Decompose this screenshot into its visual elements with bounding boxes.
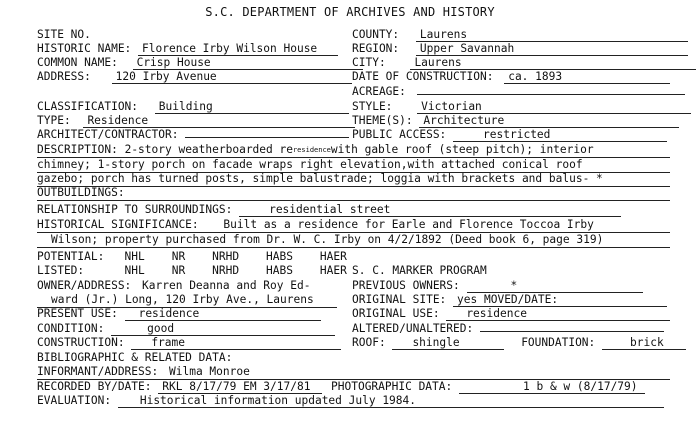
altered-row <box>352 322 664 336</box>
county-label: COUNTY: <box>352 28 400 41</box>
type-label: TYPE: <box>37 114 71 127</box>
style-label: STYLE: <box>352 100 393 113</box>
foundation-value: brick <box>602 337 686 350</box>
photo-value: 1 b & w (8/17/79) <box>459 381 645 394</box>
theme-value: Architecture <box>419 115 679 128</box>
description-insert: residence <box>292 146 331 154</box>
historic-name-label: HISTORIC NAME: <box>37 42 132 55</box>
historic-name-row <box>37 42 338 56</box>
present-use-value: residence <box>125 308 321 321</box>
classification-label: CLASSIFICATION: <box>37 100 139 113</box>
architect-label: ARCHITECT/CONTRACTOR: <box>37 128 179 141</box>
owner-text-1: Karren Deanna and Roy Ed- <box>142 279 311 292</box>
potential-row: POTENTIAL: NHL NR NRHD HABS HAER <box>37 250 347 263</box>
original-use-value: residence <box>446 308 670 321</box>
previous-owners-value: * <box>467 280 643 293</box>
condition-row <box>37 322 335 336</box>
previous-owners-label: PREVIOUS OWNERS: <box>352 279 460 292</box>
recorded-row <box>37 380 645 394</box>
outbuildings-label: OUTBUILDINGS: <box>37 186 125 199</box>
card-title: S.C. DEPARTMENT OF ARCHIVES AND HISTORY <box>205 5 495 19</box>
acreage-row <box>352 85 685 99</box>
description-text-1a: 2-story weatherboarded re <box>124 143 293 156</box>
address-label: ADDRESS: <box>37 70 91 83</box>
architect-row <box>37 128 349 142</box>
common-name-label: COMMON NAME: <box>37 56 118 69</box>
original-site-label: ORIGINAL SITE: <box>352 293 447 306</box>
altered-value <box>480 331 664 332</box>
address-row <box>37 70 352 84</box>
date-label: DATE OF CONSTRUCTION: <box>352 70 494 83</box>
description-text-1b: with gable roof (steep pitch); interior <box>330 143 594 156</box>
description-row-2: chimney; 1-story porch on facade wraps right elevation,with attached conical roof <box>37 158 670 173</box>
biblio-row: BIBLIOGRAPHIC & RELATED DATA: <box>37 351 233 364</box>
historic-name-value: Florence Irby Wilson House <box>138 43 338 56</box>
evaluation-value: Historical information updated July 1984. <box>118 395 664 408</box>
significance-label: HISTORICAL SIGNIFICANCE: <box>37 218 199 231</box>
informant-label: INFORMANT/ADDRESS: <box>37 365 159 378</box>
roof-value: shingle <box>392 337 504 350</box>
county-row <box>352 28 688 42</box>
construction-label: CONSTRUCTION: <box>37 336 125 349</box>
significance-text-2: Wilson; property purchased from Dr. W. C. Irby on 4/2/1892 (Deed book 6, page 319) <box>51 233 604 246</box>
type-value: Residence <box>83 115 355 128</box>
public-access-value: restricted <box>453 129 667 142</box>
type-row <box>37 114 355 128</box>
description-row-3: gazebo; porch has turned posts, simple balustrade; loggia with brackets and balus- * <box>37 172 670 187</box>
informant-value: Wilma Monroe <box>169 365 250 378</box>
public-access-row <box>352 128 667 142</box>
city-row <box>352 56 696 70</box>
previous-owners-row <box>352 279 643 293</box>
owner-row-2 <box>37 293 337 308</box>
classification-value: Building <box>155 101 349 114</box>
condition-value: good <box>111 323 335 336</box>
architect-value <box>185 137 349 138</box>
relationship-value: residential street <box>239 204 621 217</box>
county-value: Laurens <box>416 29 688 42</box>
listed-row: LISTED: NHL NR NRHD HABS HAER <box>37 264 347 277</box>
significance-row-1 <box>37 218 670 233</box>
public-access-label: PUBLIC ACCESS: <box>352 128 447 141</box>
recorded-label: RECORDED BY/DATE: <box>37 380 152 393</box>
significance-text-1: Built as a residence for Earle and Florence Toccoa Irby <box>223 218 594 231</box>
present-use-label: PRESENT USE: <box>37 307 118 320</box>
date-value: ca. 1893 <box>504 71 670 84</box>
informant-line <box>37 365 670 380</box>
original-use-label: ORIGINAL USE: <box>352 307 440 320</box>
common-name-row <box>37 56 363 70</box>
classification-row <box>37 100 349 114</box>
acreage-label: ACREAGE: <box>352 85 406 98</box>
evaluation-label: EVALUATION: <box>37 394 112 407</box>
site-no-label: SITE NO. <box>37 28 91 41</box>
significance-row-2 <box>37 233 670 248</box>
original-site-value: yes MOVED/DATE: <box>453 294 667 307</box>
owner-text-2: ward (Jr.) Long, 120 Irby Ave., Laurens <box>51 293 314 306</box>
outbuildings-row <box>37 186 670 201</box>
relationship-label: RELATIONSHIP TO SURROUNDINGS: <box>37 203 233 216</box>
description-line-1 <box>37 143 670 158</box>
condition-label: CONDITION: <box>37 322 105 335</box>
roof-row <box>352 336 686 350</box>
region-label: REGION: <box>352 42 400 55</box>
recorded-value: RKL 8/17/79 EM 3/17/81 <box>158 381 322 394</box>
common-name-value: Crisp House <box>133 57 363 70</box>
theme-row <box>352 114 679 128</box>
city-label: CITY: <box>352 56 386 69</box>
region-row <box>352 42 688 56</box>
original-use-row <box>352 307 670 321</box>
present-use-row <box>37 307 321 321</box>
relationship-row <box>37 203 621 217</box>
construction-value: frame <box>131 337 341 350</box>
original-site-row <box>352 293 667 307</box>
description-label: DESCRIPTION: <box>37 143 118 156</box>
evaluation-row <box>37 394 664 408</box>
region-value: Upper Savannah <box>416 43 688 56</box>
style-value: Victorian <box>417 101 691 114</box>
style-row <box>352 100 691 114</box>
roof-label: ROOF: <box>352 336 386 349</box>
photo-label: PHOTOGRAPHIC DATA: <box>331 380 453 393</box>
altered-label: ALTERED/UNALTERED: <box>352 322 474 335</box>
owner-label: OWNER/ADDRESS: <box>37 279 132 292</box>
foundation-label: FOUNDATION: <box>521 336 596 349</box>
construction-row <box>37 336 341 350</box>
address-value: 120 Irby Avenue <box>112 71 352 84</box>
date-row <box>352 70 670 84</box>
owner-row-1 <box>37 279 310 293</box>
city-value: Laurens <box>410 57 696 70</box>
acreage-value <box>417 94 685 95</box>
marker-program: S. C. MARKER PROGRAM <box>352 264 487 277</box>
theme-label: THEME(S): <box>352 114 413 127</box>
